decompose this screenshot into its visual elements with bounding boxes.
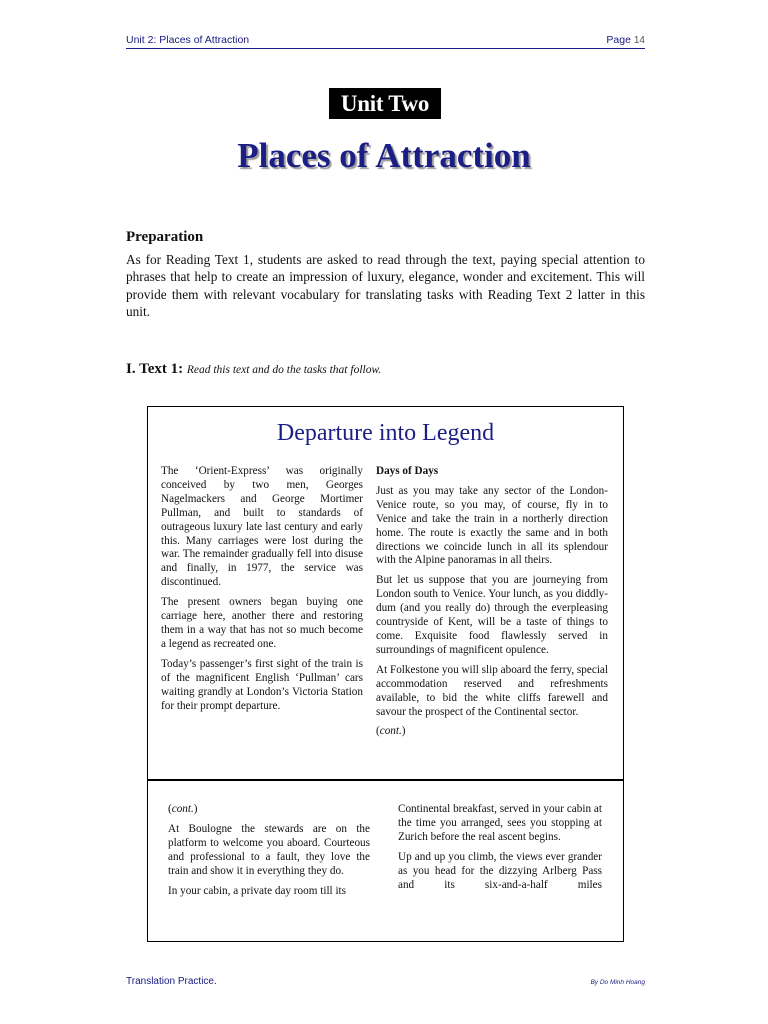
paragraph: Just as you may take any sector of the London-Venice route, so you may, of course, fly in to Venice and take the train in a northerly direction home. The route is exactly the same and in both directions we coincide lunch in all its splendour with the Alpine panoramas in all theirs. (376, 484, 608, 567)
text1-label: I. Text 1: (126, 361, 184, 377)
paragraph: Continental breakfast, served in your cabin at the time you arranged, sees you stopping at Zurich before the real ascent begins. (398, 803, 602, 843)
paragraph: At Boulogne the stewards are on the platform to welcome you aboard. Courteous and professional to a fault, they love the train and show it in everything they do. (168, 822, 370, 877)
cont-label: cont. (171, 803, 194, 815)
header-unit-title: Unit 2: Places of Attraction (126, 34, 250, 46)
cont-note: (cont.) (376, 725, 406, 738)
article-column-4 (398, 803, 602, 898)
paragraph: The present owners began buying one carriage here, another there and restoring them in a way that has not so much become a legend as recreated one. (161, 596, 363, 650)
paragraph: The ‘Orient-Express’ was originally conceived by two men, Georges Nagelmackers and George Mortimer Pullman, and built to standards of outrageous luxury late last century and early this. Many carriages were lost during the war. The remainder gradually fell into disuse and finally, in 1977, the service was discontinued. (161, 465, 363, 589)
cont-note: (cont.) (168, 803, 198, 815)
footer-author: By Do Minh Hoang (590, 979, 645, 986)
article-column-1 (161, 465, 363, 719)
column-heading: Days of Days (376, 465, 439, 477)
preparation-body: As for Reading Text 1, students are asked to read through the text, paying special attention to phrases that help to create an impression of luxury, elegance, wonder and excitement. This will provide them with relevant vocabulary for translating tasks with Reading Text 2 latter in this unit. (126, 252, 645, 319)
paragraph: But let us suppose that you are journeying from London south to Venice. Your lunch, as you diddly-dum (and you really do) through the everpleasing countryside of Kent, will be a taste of things to come. Exquisite food flawlessly served in surroundings of magnificent opulence. (376, 574, 608, 656)
unit-label: Unit Two (329, 88, 441, 119)
paragraph: Today’s passenger’s first sight of the train is of the magnificent English ‘Pullman’ cars waiting grandly at London’s Victoria Station for their prompt departure. (161, 657, 363, 712)
article-column-3 (168, 803, 370, 904)
article-box-top (147, 406, 624, 780)
paragraph: In your cabin, a private day room till its (168, 884, 347, 897)
text1-heading (126, 361, 381, 378)
article-box-bottom (147, 779, 624, 942)
footer-left: Translation Practice. (126, 976, 217, 987)
cont-label: cont. (379, 725, 402, 738)
article-column-2 (376, 465, 608, 745)
paragraph: Up and up you climb, the views ever grander as you head for the dizzying Arlberg Pass and its six-and-a-half miles (398, 850, 602, 891)
page-number: 14 (633, 35, 645, 46)
article-title: Departure into Legend (276, 420, 495, 446)
page-label: Page (606, 34, 631, 46)
paragraph: At Folkestone you will slip aboard the ferry, special accommodation reserved and refreshments available, to bid the white cliffs farewell and savour the prospect of the Continental sector. (376, 663, 608, 718)
page-title: Places of Attraction (237, 136, 531, 175)
preparation-heading: Preparation (126, 229, 204, 245)
text1-instruction: Read this text and do the tasks that follow. (186, 364, 382, 376)
header-page (606, 34, 645, 46)
page-header (126, 34, 645, 49)
